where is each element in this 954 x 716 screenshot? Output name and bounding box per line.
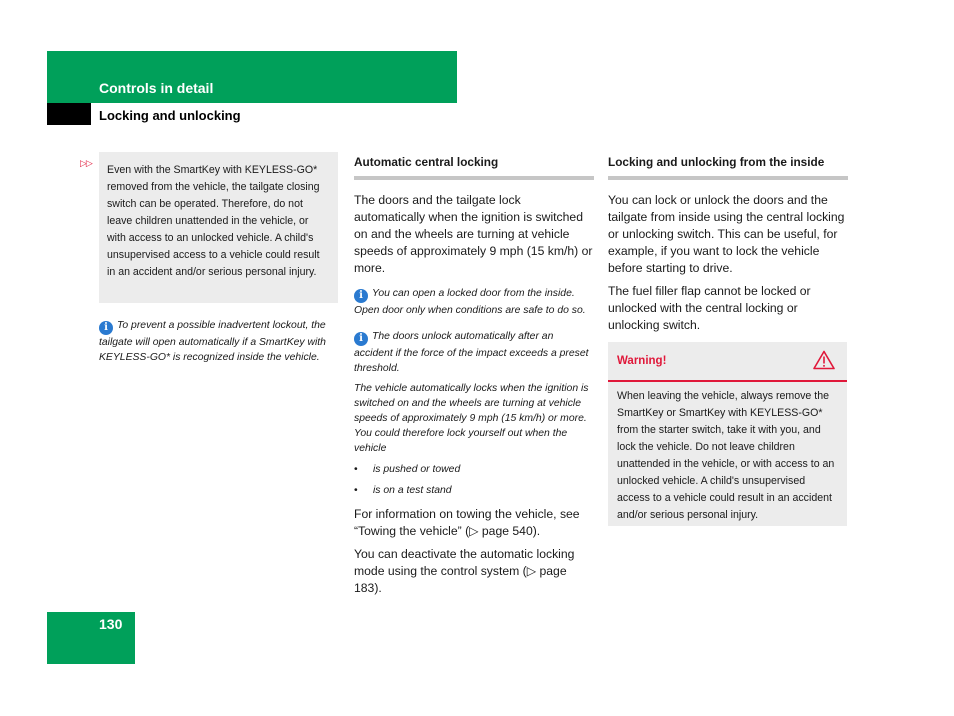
info-text-2: The doors unlock automatically after an accident if the force of the impact exceeds a preset threshold. (354, 331, 589, 374)
info-note-1 (354, 286, 594, 318)
right-heading: Locking and unlocking from the inside (608, 155, 825, 169)
info-text-1: You can open a locked door from the inside. Open door only when conditions are safe to do so. (354, 288, 586, 316)
info-text-left: To prevent a possible inadvertent lockout, the tailgate will open automatically if a SmartKey with KEYLESS-GO* is recognized inside the vehicle. (99, 320, 326, 363)
page-number: 130 (99, 616, 123, 632)
continuation-marker: ▷▷ (80, 158, 92, 168)
middle-para-1: The doors and the tailgate lock automatically when the ignition is switched on and the wheels are turning at vehicle speeds of approximately 9 mph (15 km/h) or more. (354, 193, 593, 275)
bullet-list (354, 462, 594, 498)
middle-heading: Automatic central locking (354, 155, 499, 169)
middle-para-2: For information on towing the vehicle, see “Towing the vehicle” (▷ page 540). (354, 507, 580, 538)
right-column (608, 155, 848, 334)
info-note-2 (354, 329, 594, 376)
warning-label: Warning! (617, 355, 667, 367)
page-subtitle: Locking and unlocking (99, 108, 241, 123)
list-item: • is pushed or towed (354, 464, 461, 475)
heading-rule (354, 176, 594, 180)
warning-text-right: When leaving the vehicle, always remove the SmartKey or SmartKey with KEYLESS-GO* from the starter switch, take it with you, and lock the vehicle. Do not leave children unattended in the vehicle, or with access to an unlocked vehicle. A child's unsupervised access to a vehicle could result in an accident and/or serious personal injury. (617, 390, 835, 521)
info-note-left (99, 318, 339, 365)
warning-header (608, 342, 847, 382)
info-icon: i (354, 289, 368, 303)
bullet-icon: • (354, 485, 358, 496)
warning-text-left: Even with the SmartKey with KEYLESS-GO* removed from the vehicle, the tailgate closing switch can be operated. Therefore, do not leave children unattended in the vehicle, or with access to an unlocked vehicle. A child's unsupervised access to a vehicle could result in an accident and/or serious personal injury. (107, 164, 320, 278)
bullet-icon: • (354, 464, 358, 475)
heading-rule (608, 176, 848, 180)
right-para-1: You can lock or unlock the doors and the tailgate from inside using the central locking or unlocking switch. This can be useful, for example, if you want to lock the vehicle before starting to drive. (608, 193, 845, 275)
warning-triangle-icon (813, 350, 835, 370)
info-note-3: The vehicle automatically locks when the ignition is switched on and the wheels are turning at vehicle speeds of approximately 9 mph (15 km/h) or more. You could therefore lock yourself out when the vehicle (354, 383, 589, 454)
right-para-2: The fuel filler flap cannot be locked or unlocked with the central locking or unlocking switch. (608, 284, 811, 332)
info-icon: i (354, 332, 368, 346)
section-marker-tab (47, 103, 91, 125)
list-item: • is on a test stand (354, 485, 452, 496)
warning-box-left (99, 152, 338, 303)
info-icon: i (99, 321, 113, 335)
section-title: Controls in detail (99, 80, 214, 96)
middle-column (354, 155, 594, 597)
warning-box-right (608, 342, 847, 526)
middle-para-3: You can deactivate the automatic locking mode using the control system (▷ page 183). (354, 547, 575, 595)
